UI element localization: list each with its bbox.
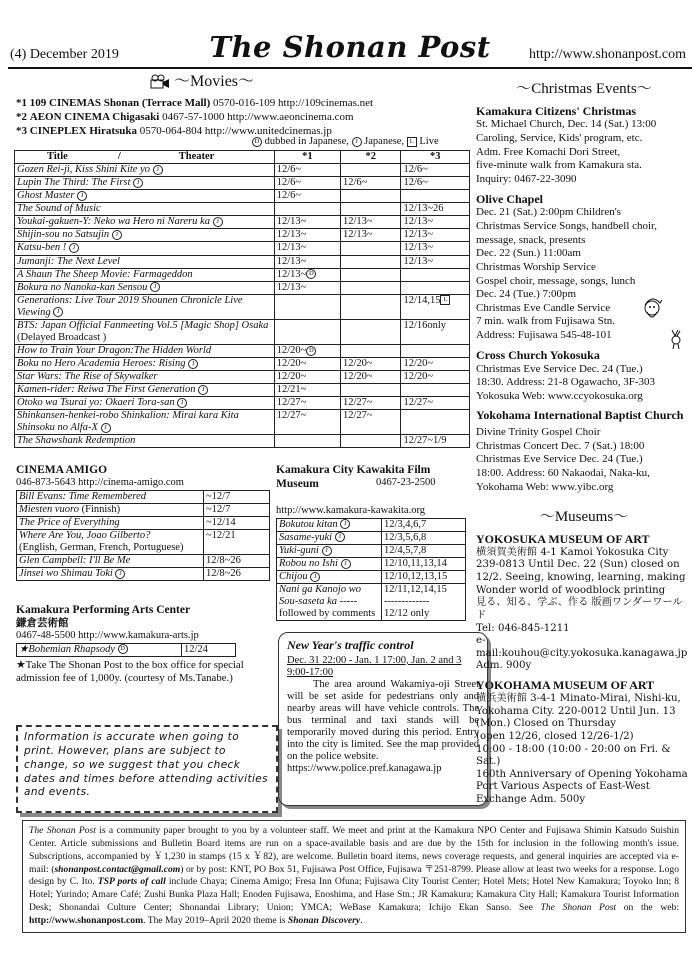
christmas-event-line: Inquiry: 0467-22-3090: [476, 172, 577, 185]
amigo-row: [17, 516, 270, 529]
cinema-num: *3: [16, 125, 27, 138]
museum-line: 239-0813 Until Dec. 22 (Sun) closed on: [476, 559, 680, 571]
movie-date-c3: [401, 344, 470, 357]
movies-table: [14, 150, 470, 448]
movie-date-c3: [401, 268, 470, 281]
traffic-url[interactable]: https://www.police.pref.kanagawa.jp: [287, 763, 442, 775]
kpac-section: [16, 603, 271, 685]
movie-row: [15, 294, 470, 319]
amigo-dates: ~12/7: [204, 490, 270, 503]
movie-row: [15, 268, 470, 281]
movie-title: The Shawshank Redemption: [15, 435, 275, 448]
christmas-event: [476, 348, 692, 404]
cinema-entry: [16, 110, 373, 124]
christmas-event-name: Kamakura Citizens' Christmas: [476, 103, 636, 118]
footer-text-6: .: [360, 914, 363, 926]
christmas-event-line: Christmas Worship Service: [476, 260, 596, 273]
movie-date-c3: 12/6~: [401, 164, 470, 177]
movie-title: Katsu-ben ! J: [15, 242, 275, 255]
kpac-note: ★Take The Shonan Post to the box office for special admission fee of 1,000y. (courtesy of Ms.Tanabe.): [16, 658, 244, 684]
issue-label: (4) December 2019: [10, 47, 119, 62]
christmas-event-line: Christmas Concert Dec. 7 (Sat.) 18:00: [476, 439, 645, 452]
website-link[interactable]: http://www.shonanpost.com: [529, 47, 686, 62]
kawakita-title: Chijou J: [277, 571, 382, 584]
movie-date-c1: 12/13~: [274, 229, 340, 242]
kawakita-title: Kamakura City Kawakita Film Museum: [276, 464, 431, 491]
movie-row: [15, 397, 470, 410]
christmas-event-line: Christmas Service Songs, handbell choir,: [476, 220, 658, 233]
museum-line: 横須賀美術館 4-1 Kamoi Yokosuka City: [476, 546, 669, 558]
kpac-title: Kamakura Performing Arts Center: [16, 604, 191, 616]
footer-tsp-label: TSP ports of call: [97, 876, 166, 888]
movie-row: [15, 164, 470, 177]
live-mark: L: [440, 295, 450, 305]
footer-web-link[interactable]: http://www.shonanpost.com: [29, 914, 144, 926]
movie-title: Generations: Live Tour 2019 Shounen Chronicle Live Viewing J: [15, 294, 275, 319]
movie-date-c1: 12/6~: [274, 190, 340, 203]
christmas-event-line: Address: Fujisawa 545-48-101: [476, 329, 612, 342]
movie-date-c3: [401, 190, 470, 203]
christmas-event-line: Dec. 24 (Tue.) 7:00pm: [476, 288, 577, 301]
museums-heading: ～Museums～: [539, 509, 629, 526]
christmas-event-line: Christmas Eve Candle Service: [476, 301, 611, 314]
kpac-contact: 0467-48-5500 http://www.kamakura-arts.jp: [16, 629, 199, 641]
movie-date-c1: 12/27~: [274, 410, 340, 435]
movie-date-c3: 12/6~: [401, 177, 470, 190]
movie-date-c2: 12/20~: [341, 358, 401, 371]
japanese-mark: J: [198, 385, 208, 395]
movie-title: Jumanji: The Next Level: [15, 255, 275, 268]
cinema-amigo-contact: 046-873-5643 http://cinema-amigo.com: [16, 477, 184, 489]
movie-title: Ghost Master J: [15, 190, 275, 203]
movie-date-c3: 12/13~26: [401, 203, 470, 216]
museum-line: Yokohama City. 220-0012 Until Jun. 13: [476, 705, 676, 717]
japanese-mark: J: [352, 137, 362, 147]
movie-date-c2: 12/13~: [341, 229, 401, 242]
kawakita-dates: 12/3,5,6,8: [382, 531, 466, 544]
movie-date-c1: 12/27~: [274, 397, 340, 410]
movie-date-c1: 12/13~: [274, 216, 340, 229]
cinema-amigo-title: CINEMA AMIGO: [16, 464, 108, 476]
japanese-mark: J: [101, 423, 111, 433]
cinema-name: 109 CINEMAS Shonan (Terrace Mall): [29, 97, 211, 109]
movie-date-c1: 12/20~: [274, 371, 340, 384]
amigo-row: [17, 555, 270, 568]
christmas-event: [476, 104, 692, 187]
movie-date-c3: 12/20~: [401, 371, 470, 384]
movie-date-c1: 12/21~: [274, 384, 340, 397]
movie-row: [15, 281, 470, 294]
traffic-body: The area around Wakamiya-oji Street will be set aside for pedestrians only and nearby areas will have vehicle controls. The bus terminal and taxi stands will be temporarily moved during this period. Entry into the city is limited. See the map provided on the police website.: [287, 678, 479, 763]
amigo-row: [17, 568, 270, 581]
christmas-event-line: Yokohama Web: www.yibc.org: [476, 480, 614, 493]
museum-name: YOKOHAMA MUSEUM OF ART: [476, 678, 655, 693]
movie-date-c1: 12/20~: [274, 358, 340, 371]
dubbed-mark: D: [306, 269, 316, 279]
museum-line: 横浜美術館 3-4-1 Minato-Mirai, Nishi-ku,: [476, 692, 681, 704]
movie-title: Youkai-gakuen-Y: Neko wa Hero ni Nareru ka J: [15, 216, 275, 229]
museum-line: 見る、知る、学ぶ、作る 版画ワンダーワールド: [476, 597, 683, 621]
kawakita-url[interactable]: http://www.kamakura-kawakita.org: [276, 505, 425, 517]
movie-date-c3: [401, 410, 470, 435]
movie-date-c2: 12/27~: [341, 397, 401, 410]
masthead-title: The Shonan Post: [209, 30, 491, 64]
christmas-event-line: Dec. 22 (Sun.) 11:00am: [476, 247, 581, 260]
movie-date-c3: 12/14,15 L: [401, 294, 470, 319]
movie-date-c1: 12/13~: [274, 281, 340, 294]
movie-row: [15, 435, 470, 448]
japanese-mark: J: [112, 230, 122, 240]
kawakita-dates: 12/10,12,13,15: [382, 571, 466, 584]
amigo-dates: 12/8~26: [204, 568, 270, 581]
movie-date-c2: 12/6~: [341, 177, 401, 190]
museum-line: Port Various Aspects of East-West: [476, 781, 650, 793]
movie-row: [15, 203, 470, 216]
kawakita-section: [276, 463, 471, 621]
footer-text-4: on the web:: [616, 902, 679, 914]
footer-text-5: . The May 2019–April 2020 theme is: [143, 914, 288, 926]
header-rule: [8, 67, 692, 69]
movie-date-c2: [341, 344, 401, 357]
footer-theme: Shonan Discovery: [287, 914, 361, 926]
museum-entry: [476, 532, 692, 673]
footer-box: [22, 820, 686, 933]
kawakita-row: [277, 544, 466, 557]
right-column: [476, 78, 692, 807]
traffic-control-box: [278, 632, 488, 806]
cinema-amigo-section: [16, 463, 266, 581]
movie-date-c3: [401, 281, 470, 294]
movie-title: How to Train Your Dragon:The Hidden World: [15, 344, 275, 357]
movie-date-c1: [274, 435, 340, 448]
cinema-num: *2: [16, 111, 27, 124]
amigo-dates: ~12/7: [204, 503, 270, 516]
kawakita-table: [276, 518, 466, 622]
cinema-amigo-table: [16, 490, 270, 581]
santa-icon: [640, 296, 666, 326]
movie-date-c3: 12/13~: [401, 255, 470, 268]
movie-row: [15, 371, 470, 384]
amigo-title: The Price of Everything: [17, 516, 204, 529]
footer-paper-name-2: The Shonan Post: [540, 902, 617, 914]
christmas-event-name: Yokohama International Baptist Church Divine Trinity Gospel Choir: [476, 408, 684, 439]
movie-row: [15, 190, 470, 203]
japanese-mark: J: [322, 546, 332, 556]
movie-row: [15, 319, 470, 344]
movie-row: [15, 344, 470, 357]
movie-row: [15, 177, 470, 190]
amigo-row: [17, 490, 270, 503]
movie-title: The Sound of Music: [15, 203, 275, 216]
movie-date-c1: 12/20~ D: [274, 344, 340, 357]
japanese-mark: J: [341, 559, 351, 569]
footer-text-1: is a community paper brought to you by a volunteer staff. We meet and print at the Kamakura NPO Center and Fujisawa Shimin Katsudo Suishin Center. Article submissions and Bulletin Board items are run on a space-available basis and are due by the 15th for inclusion in the following month's issue. Subscriptions, accompanied by ￥1,230 in stamps (15 x ￥82), are welcome. Bulletin board items, news coverage requests, and general inquiries are accepted via e-mail: (: [29, 825, 679, 875]
japanese-mark: J: [133, 178, 143, 188]
movie-date-c2: [341, 164, 401, 177]
christmas-event-line: message, snack, presents: [476, 233, 586, 246]
museum-line: e-mail:kouhou@city.yokosuka.kanagawa.jp: [476, 635, 688, 659]
movie-date-c2: [341, 190, 401, 203]
movie-title: A Shaun The Sheep Movie: Farmageddon: [15, 268, 275, 281]
museum-entry: [476, 678, 692, 807]
amigo-dates: 12/8~26: [204, 555, 270, 568]
movie-date-c1: [274, 203, 340, 216]
traffic-title: New Year's traffic control: [287, 638, 414, 652]
movie-date-c2: [341, 281, 401, 294]
movie-date-c3: [401, 384, 470, 397]
kawakita-row: [277, 571, 466, 584]
japanese-mark: J: [69, 243, 79, 253]
christmas-event-name: Olive Chapel: [476, 191, 544, 206]
movie-date-c2: [341, 255, 401, 268]
movies-heading: ～Movies～: [150, 72, 254, 92]
japanese-mark: J: [153, 165, 163, 175]
kawakita-dates: 12/11,12,14,15 ------------- 12/12 only: [382, 584, 466, 621]
kpac-row-date: 12/24: [182, 643, 236, 656]
kpac-row-title: ★Bohemian Rhapsody D: [17, 643, 182, 656]
museum-line: 12/2. Seeing, knowing, learning, making: [476, 571, 686, 583]
col-cinema-2: *2: [341, 151, 401, 164]
movie-row: [15, 384, 470, 397]
amigo-row: [17, 530, 270, 555]
amigo-title: Where Are You, Joao Gilberto? (English, German, French, Portuguese): [17, 530, 204, 555]
kawakita-row: [277, 531, 466, 544]
museum-list: [476, 532, 692, 807]
movie-row: [15, 410, 470, 435]
kawakita-title: Robou no Ishi J: [277, 558, 382, 571]
amigo-dates: ~12/14: [204, 516, 270, 529]
amigo-row: [17, 503, 270, 516]
dubbed-mark: D: [252, 137, 262, 147]
movie-date-c2: 12/27~: [341, 410, 401, 435]
movie-date-c3: 12/13~: [401, 242, 470, 255]
christmas-event: [476, 408, 692, 494]
footer-text-3: include Chaya; Cinema Amigo; Fresa Inn Ofuna; Fujisawa City Tourist Center; Hotel Mets; Hotel New Kamakura; Toyoko Inn; 8 Hotel; Yurindo; Amare Café; Zushi Bunka Plaza Hall; Enoden Fujisawa, Enoshima, and Hase Stn.; JR Kamakura; Kamakura City Hall; Kamakura Tourist Information Desk; Shonandai Culture Center; Shonandai Library; Union; YMCA; WeBase Kamakura; Ichijo Ekan Sanso. See: [29, 876, 680, 914]
christmas-event-line: 18:00. Address: 60 Nakaodai, Naka-ku,: [476, 466, 650, 479]
dubbed-mark: D: [306, 346, 316, 356]
col-cinema-1: *1: [274, 151, 340, 164]
japanese-mark: J: [340, 519, 350, 529]
christmas-event-line: St. Michael Church, Dec. 14 (Sat.) 13:00: [476, 118, 657, 131]
movie-date-c2: [341, 268, 401, 281]
live-mark: L: [407, 137, 417, 147]
kawakita-title: Nani ga Kanojo wo Sou-saseta ka ----- followed by comments: [277, 584, 382, 621]
movie-date-c3: 12/16only: [401, 319, 470, 344]
kawakita-dates: 12/3,4,6,7: [382, 518, 466, 531]
cinema-contact: 0467-57-1000 http://www.aeoncinema.com: [162, 111, 354, 124]
movie-date-c1: 12/13~: [274, 255, 340, 268]
movie-date-c3: 12/27~: [401, 397, 470, 410]
movie-row: [15, 358, 470, 371]
traffic-when: Dec. 31 22:00 - Jan. 1 17:00, Jan. 2 and 3 9:00-17:00: [287, 654, 462, 678]
movies-heading-text: Movies: [190, 73, 239, 90]
cinema-entry: [16, 96, 373, 110]
cinema-contact: 0570-064-804 http://www.unitedcinemas.jp: [139, 125, 332, 138]
movie-date-c2: 12/13~: [341, 216, 401, 229]
movie-date-c3: 12/20~: [401, 358, 470, 371]
kawakita-row: [277, 518, 466, 531]
kawakita-row: [277, 558, 466, 571]
museum-line: 160th Anniversary of Opening Yokohama: [476, 768, 688, 780]
museum-name: YOKOSUKA MUSEUM OF ART: [476, 531, 650, 546]
kpac-table: [16, 643, 236, 657]
cinema-contact: 0570-016-109 http://109cinemas.net: [212, 97, 374, 109]
movie-date-c1: 12/13~ D: [274, 268, 340, 281]
museum-line: Tel: 046-845-1211: [476, 622, 570, 634]
movie-title: Bokura no Nanoka-kan Sensou J: [15, 281, 275, 294]
cinema-name: AEON CINEMA Chigasaki: [29, 111, 160, 124]
reindeer-icon: [666, 328, 686, 350]
amigo-title: Glen Campbell: I'll Be Me: [17, 555, 204, 568]
movie-date-c1: 12/13~: [274, 242, 340, 255]
movie-date-c3: 12/13~: [401, 229, 470, 242]
movie-date-c1: [274, 294, 340, 319]
japanese-mark: J: [77, 191, 87, 201]
christmas-event-line: Adm. Free Komachi Dori Street,: [476, 145, 621, 158]
christmas-event-line: Christmas Eve Service Dec. 24 (Tue.): [476, 362, 643, 375]
christmas-event-line: five-minute walk from Kamakura sta.: [476, 159, 642, 172]
museum-line: Adm. 900y: [476, 660, 532, 672]
japanese-mark: J: [310, 572, 320, 582]
col-title: Title / Theater: [15, 151, 275, 164]
movie-title: Shijin-sou no Satsujin J: [15, 229, 275, 242]
cinema-name: CINEPLEX Hiratsuka: [29, 125, 138, 138]
japanese-mark: J: [150, 282, 160, 292]
kawakita-phone: 0467-23-2500: [376, 477, 436, 488]
museum-line: Exchange Adm. 500y: [476, 794, 586, 806]
kawakita-row: [277, 584, 466, 621]
movie-title: BTS: Japan Official Fanmeeting Vol.5 [Magic Shop] Osaka (Delayed Broadcast ): [15, 319, 275, 344]
japanese-mark: J: [53, 307, 63, 317]
kpac-row: [17, 643, 236, 656]
dubbed-mark: D: [118, 644, 128, 654]
museum-line: Wonder world of woodblock printing: [476, 584, 666, 596]
kawakita-dates: 12/4,5,7,8: [382, 544, 466, 557]
movie-row: [15, 229, 470, 242]
amigo-title: Bill Evans: Time Remembered: [17, 490, 204, 503]
movie-title: Shinkansen-henkei-robo Shinkalion: Mirai kara Kita Shinsoku no Alfa-X J: [15, 410, 275, 435]
movie-row: [15, 255, 470, 268]
movie-title: Gozen Rei-ji, Kiss Shini Kite yo J: [15, 164, 275, 177]
movie-row: [15, 216, 470, 229]
movie-title: Lupin The Third: The First J: [15, 177, 275, 190]
footer-text-2: ) or by post: KNT, PO Box 51, Fujisawa Post Office, Fujisawa 〒251-8799. Please allow at least two weeks for a response. Logo design by C. Ito.: [29, 863, 679, 888]
movie-date-c2: [341, 242, 401, 255]
movies-table-header: [15, 151, 470, 164]
movie-title: Star Wars: The Rise of Skywalker: [15, 371, 275, 384]
movie-title: Otoko wa Tsurai yo: Okaeri Tora-san J: [15, 397, 275, 410]
movie-date-c1: 12/6~: [274, 177, 340, 190]
movie-date-c3: 12/13~: [401, 216, 470, 229]
museum-line: (open 12/26, closed 12/26-1/2): [476, 730, 634, 742]
japanese-mark: J: [188, 359, 198, 369]
movie-date-c2: [341, 435, 401, 448]
cinema-num: *1: [16, 97, 27, 109]
christmas-heading: ～Christmas Events～: [516, 81, 652, 97]
japanese-mark: J: [335, 532, 345, 542]
japanese-mark: J: [177, 398, 187, 408]
christmas-event-line: Caroling, Service, Kids' program, etc.: [476, 132, 643, 145]
japanese-mark: J: [213, 217, 223, 227]
footer-paper-name: The Shonan Post: [29, 825, 96, 836]
film-projector-icon: [150, 74, 170, 90]
christmas-event-line: Christmas Eve Service Dec. 24 (Tue.): [476, 453, 643, 466]
movies-legend: D dubbed in Japanese, J Japanese, L Live: [252, 136, 439, 149]
movie-date-c2: 12/20~: [341, 371, 401, 384]
japanese-mark: J: [115, 569, 125, 579]
kpac-jp-name: 鎌倉芸術館: [16, 617, 69, 630]
movie-date-c1: [274, 319, 340, 344]
amigo-title: Jinsei wo Shimau Toki J: [17, 568, 204, 581]
kawakita-title: Yuki-guni J: [277, 544, 382, 557]
kawakita-dates: 12/10,11,13,14: [382, 558, 466, 571]
footer-email[interactable]: shonanpost.contact@gmail.com: [54, 863, 181, 875]
col-cinema-3: *3: [401, 151, 470, 164]
christmas-event-line: Gospel choir, message, songs, lunch: [476, 274, 636, 287]
movie-date-c2: [341, 384, 401, 397]
cinema-list: [16, 96, 373, 138]
movie-date-c2: [341, 294, 401, 319]
movie-title: Kamen-rider: Reiwa The First Generation J: [15, 384, 275, 397]
christmas-event-name: Cross Church Yokosuka: [476, 347, 600, 362]
amigo-title: Miesten vuoro (Finnish): [17, 503, 204, 516]
christmas-event-line: Yokosuka Web: www.ccyokosuka.org: [476, 389, 643, 402]
amigo-dates: ~12/21: [204, 530, 270, 555]
christmas-event-line: Dec. 21 (Sat.) 2:00pm Children's: [476, 206, 621, 219]
movie-date-c1: 12/6~: [274, 164, 340, 177]
kawakita-title: Sasame-yuki J: [277, 531, 382, 544]
christmas-event-line: 7 min. walk from Fujisawa Stn.: [476, 315, 616, 328]
movie-date-c2: [341, 203, 401, 216]
movie-row: [15, 242, 470, 255]
movie-date-c3: 12/27~1/9: [401, 435, 470, 448]
accuracy-notice: Information is accurate when going to print. However, plans are subject to change, so we suggest that you check dates and times before attending activities and events.: [16, 725, 278, 813]
museum-line: (Mon.) Closed on Thursday: [476, 718, 617, 730]
movie-date-c2: [341, 319, 401, 344]
museum-line: 10:00 - 18:00 (10:00 - 20:00 on Fri. & Sat.): [476, 743, 671, 768]
movie-title: Boku no Hero Academia Heroes: Rising J: [15, 358, 275, 371]
christmas-event-line: 18:30. Address: 21-8 Ogawacho, 3F-303: [476, 376, 656, 389]
kawakita-title: Bokutou kitan J: [277, 518, 382, 531]
